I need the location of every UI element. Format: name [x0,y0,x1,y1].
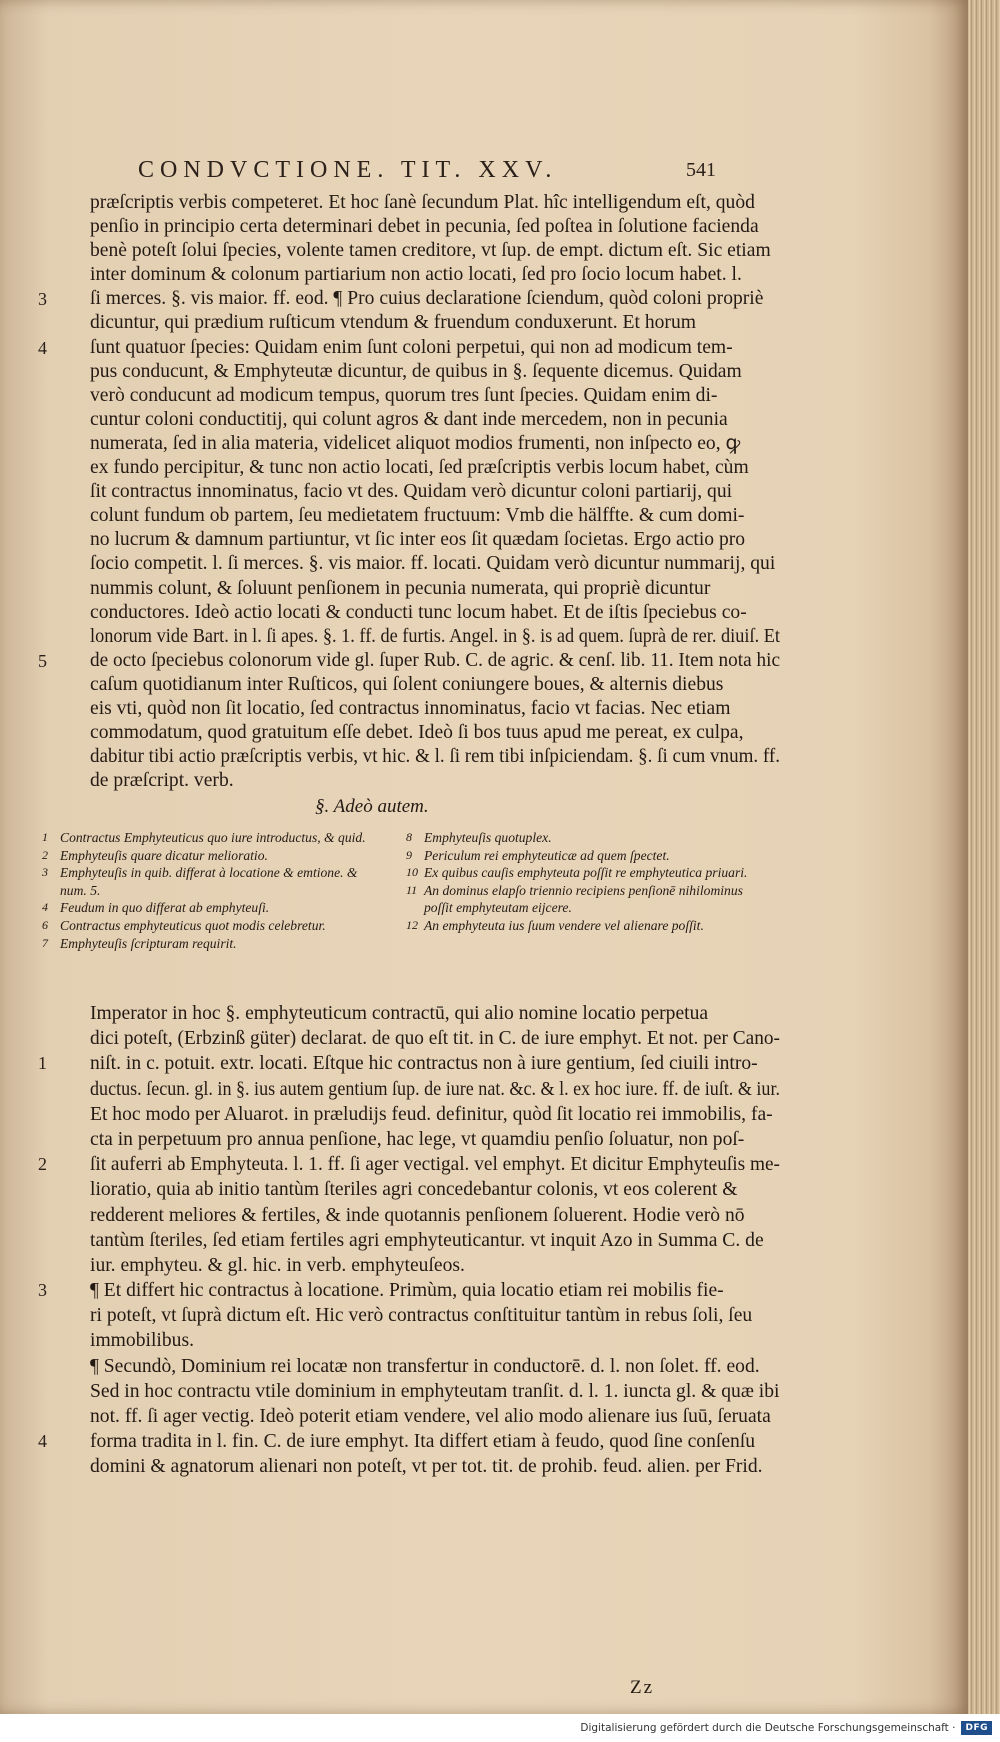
line-text: ductus. ſecun. gl. in §. ius autem gentium ſup. de iure nat. &c. & l. ex hoc iure. ff. de iuſt. & iur. [90,1078,780,1100]
line-text: iur. emphyteu. & gl. hic. in verb. emphyteuſeos. [90,1254,465,1276]
footer-credit: Digitalisierung gefördert durch die Deutsche Forschungsgemeinschaft · [580,1722,956,1734]
index-text: Emphyteuſis in quib. differat à locatione & emtione. & num. 5. [60,865,358,898]
text-line [90,360,780,384]
index-number: 6 [42,917,48,932]
margin-number: 3 [38,289,47,310]
text-line [90,1303,780,1328]
line-text: præſcriptis verbis competeret. Et hoc ſanè ſecundum Plat. hîc intelligendum eſt, quòd [90,192,755,213]
line-text: conductores. Ideò actio locati & conducti tunc locum habet. Et de iſtis ſpeciebus co- [90,601,747,623]
line-text: ¶ Secundò, Dominium rei locatæ non transfertur in conductorē. d. l. non ſolet. ff. eod. [90,1355,760,1377]
text-line [90,601,780,625]
text-line [90,408,780,432]
margin-number: 4 [38,1431,47,1452]
line-text: Et hoc modo per Aluarot. in præludijs feud. definitur, quòd ſit locatio rei immobilis, fa- [90,1103,773,1125]
text-line [90,1177,780,1202]
text-line [38,1278,780,1303]
running-header [0,157,968,183]
text-line [90,191,780,215]
line-text: ſi merces. §. vis maior. ff. eod. ¶ Pro cuius declaratione ſciendum, quòd coloni propriè [90,288,764,310]
text-line [90,721,780,745]
index-text: Periculum rei emphyteuticæ ad quem ſpectet. [424,847,670,863]
dfg-logo: DFG [961,1721,992,1735]
line-text: redderent meliores & fertiles, & inde quotannis penſionem ſoluerent. Hodie verò nō [90,1204,745,1226]
index-text: Emphyteuſis quare dicatur melioratio. [60,847,268,863]
text-line [38,1152,780,1177]
margin-number: 5 [38,650,47,671]
index-number: 2 [42,847,48,862]
line-text: niſt. in c. potuit. extr. locati. Eſtque hic contractus non à iure gentium, ſed ciuili intro- [90,1053,758,1075]
index-number: 11 [406,882,418,897]
text-line [90,456,780,480]
index-item [42,829,382,847]
line-text: dicuntur, qui prædium ruſticum vtendum & fruendum conduxerunt. Et horum [90,312,696,334]
line-text: no lucrum & damnum partiuntur, vt ſic inter eos ſit quædam ſocietas. Ergo actio pro [90,529,746,551]
index-item [42,899,382,917]
text-line [38,649,780,673]
digitization-footer [0,1714,1000,1742]
line-text: tantùm ſteriles, ſed etiam fertiles agri emphyteuticantur. vt inquit Azo in Summa C. de [90,1229,764,1251]
index-item [406,829,766,847]
line-text: forma tradita in l. fin. C. de iure emphyt. Ita differt etiam à feudo, quod ſine conſenſu [90,1431,756,1453]
index-text: An emphyteuta ius ſuum vendere vel alienare poſſit. [424,917,704,933]
text-line [90,552,780,576]
line-text: ¶ Et differt hic contractus à locatione. Primùm, quia locatio etiam rei mobilis fie- [90,1280,724,1302]
line-text: lonorum vide Bart. in l. ſi apes. §. 1. ff. de furtis. Angel. in §. is ad quem. ſuprà de rer. diuiſ. Et [90,625,780,647]
text-line [90,625,780,649]
text-line [90,1253,780,1278]
text-line [90,577,780,601]
index-item [406,917,766,935]
page-number: 541 [686,159,716,181]
text-line [38,336,780,360]
index-text: Contractus Emphyteuticus quo iure introductus, & quid. [60,830,366,845]
text-line [90,263,780,287]
line-text: ſocio competit. l. ſi merces. §. vis maior. ff. locati. Quidam verò dicuntur nummarij, qui [90,553,776,575]
margin-number: 3 [38,1280,47,1301]
index-number: 10 [406,865,418,880]
line-text: ſit auferri ab Emphyteuta. l. 1. ff. ſi ager vectigal. vel emphyt. Et dicitur Emphyteuſis me- [90,1154,780,1176]
summary-index-left [42,829,382,952]
line-text: de octo ſpeciebus colonorum vide gl. ſuper Rub. C. de agric. & cenſ. lib. 11. Item nota hic [90,649,780,671]
line-text: verò conducunt ad modicum tempus, quorum tres ſunt ſpecies. Quidam enim di- [90,384,718,406]
index-number: 12 [406,917,418,932]
line-text: numerata, ſed in alia materia, videlicet aliquot modios frumenti, non inſpecto eo, ꝙ [90,432,741,454]
index-number: 7 [42,935,48,950]
line-text: ſunt quatuor ſpecies: Quidam enim ſunt coloni perpetui, qui non ad modicum tem- [90,336,733,358]
index-number: 1 [42,830,48,844]
line-text: caſum quotidianum inter Ruſticos, qui ſolent coniungere boues, & alternis diebus [90,673,724,695]
main-text-lower [30,1001,780,1480]
page-edge [968,0,1000,1714]
line-text: colunt fundum ob partem, ſeu medietatem fructuum: Vmb die hälffte. & cum domi- [90,505,745,527]
line-text: Sed in hoc contractu vtile dominium in emphyteutam tranſit. d. l. 1. iuncta gl. & quæ ibi [90,1380,780,1402]
text-line [90,504,780,528]
text-line [90,697,780,721]
summary-index-right [406,829,766,935]
index-item [42,935,382,953]
index-item [42,847,382,865]
margin-number: 2 [38,1154,47,1175]
line-text: commodatum, quod gratuitum eſſe debet. Ideò ſi bos tuus apud me pereat, ex culpa, [90,722,744,744]
margin-number: 4 [38,337,47,358]
index-item [42,917,382,935]
index-item [406,864,766,882]
line-text: Imperator in hoc §. emphyteuticum contractū, qui alio nomine locatio perpetua [90,1003,709,1024]
running-title: CONDVCTIONE. TIT. XXV. [138,157,558,183]
line-text: not. ff. ſi ager vectig. Ideò poterit etiam vendere, vel alio modo alienare ius ſuū, ſeruata [90,1406,771,1427]
main-text-upper [30,191,780,793]
line-text: penſio in principio certa determinari debet in pecunia, ſed poſtea in ſolutione facienda [90,216,759,238]
line-text: cuntur coloni conductitij, qui colunt agros & dant inde mercedem, non in pecunia [90,408,728,430]
text-line [90,1102,780,1127]
text-line [38,1051,780,1076]
text-line [90,311,780,335]
text-line [90,384,780,408]
line-text: dabitur tibi actio præſcriptis verbis, vt hic. & l. ſi rem tibi inſpiciendam. §. ſi cum vnum. ff. [90,746,780,768]
text-line [90,1354,780,1379]
line-text: dici poteſt, (Erbzinß güter) declarat. de quo eſt tit. in C. de iure emphyt. Et not. per Cano- [90,1028,780,1050]
index-number: 4 [42,900,48,915]
index-text: Emphyteuſis quotuplex. [424,830,552,845]
index-item [42,864,382,899]
text-line [90,769,780,793]
text-line [90,215,780,239]
text-line [90,239,780,263]
line-text: nummis colunt, & ſoluunt penſionem in pecunia numerata, qui propriè dicuntur [90,577,711,599]
text-line [90,1328,780,1353]
line-text: eis vti, quòd non ſit locatio, ſed contractus innominatus, facio vt facias. Nec etiam [90,697,731,719]
line-text: lioratio, quia ab initio tantùm ſteriles agri concedebantur colonis, vt eos colerent & [90,1179,738,1201]
text-line [90,480,780,504]
index-text: Ex quibus cauſis emphyteuta poſſit re emphyteutica priuari. [424,865,748,881]
text-line [90,1404,780,1429]
section-heading: §. Adeò autem. [315,796,429,817]
index-text: An dominus elapſo triennio recipiens penſionē nihilominus poſſit emphyteutam eijcere. [424,882,743,916]
text-line [90,1026,780,1051]
text-line [38,1429,780,1454]
index-number: 8 [406,830,412,844]
signature-mark: Zz [630,1677,655,1698]
line-text: ſit contractus innominatus, facio vt des. Quidam verò dicuntur coloni partiarij, qui [90,481,733,503]
text-line [90,673,780,697]
index-text: Feudum in quo differat ab emphyteuſi. [60,900,270,916]
text-line [90,1077,780,1102]
text-line [38,287,780,311]
text-line [90,1379,780,1404]
text-line [90,432,780,456]
index-item [406,847,766,865]
margin-number: 1 [38,1053,47,1074]
index-text: Contractus emphyteuticus quot modis celebretur. [60,917,326,933]
line-text: pus conducunt, & Emphyteutæ dicuntur, de quibus in §. ſequente dicemus. Quidam [90,360,742,382]
index-number: 3 [42,865,48,880]
line-text: cta in perpetuum pro annua penſione, hac lege, vt quamdiu penſio ſoluatur, non poſ- [90,1128,745,1150]
line-text: benè poteſt ſolui ſpecies, volente tamen creditore, vt ſup. de empt. dictum eſt. Sic etiam [90,240,771,262]
text-line [90,1001,780,1026]
line-text: inter dominum & colonum partiarium non actio locati, ſed pro ſocio locum habet. l. [90,264,742,286]
line-text: ri poteſt, vt ſuprà dictum eſt. Hic verò contractus conſtituitur tantùm in rebus ſoli, ſeu [90,1305,753,1327]
index-item [406,882,766,917]
text-line [90,1454,780,1479]
text-line [90,528,780,552]
line-text: de præſcript. verb. [90,770,234,792]
text-line [90,1127,780,1152]
index-text: Emphyteuſis ſcripturam requirit. [60,935,237,951]
line-text: ex fundo percipitur, & tunc non actio locati, ſed præſcriptis verbis locum habet, cùm [90,457,749,479]
text-line [90,745,780,769]
text-line [90,1228,780,1253]
text-line [90,1203,780,1228]
line-text: immobilibus. [90,1330,194,1352]
line-text: domini & agnatorum alienari non poteſt, vt per tot. tit. de prohib. feud. alien. per Frid. [90,1456,763,1478]
index-number: 9 [406,847,412,862]
